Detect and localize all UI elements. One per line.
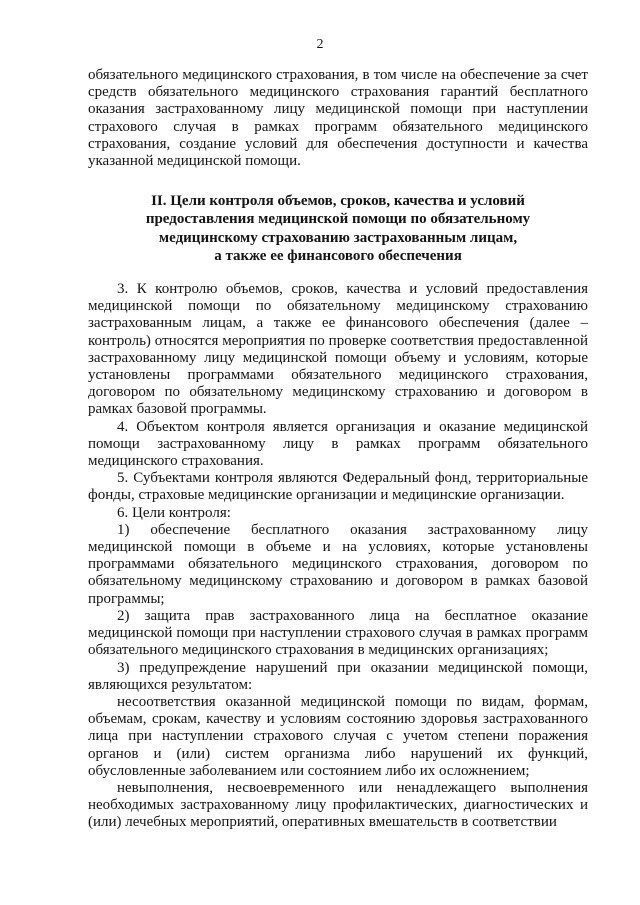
sub-item-inconsistency: несоответствия оказанной медицинской помощи по видам, формам, объемам, срокам, качеству и условиям состоянию здоровья застрахованного лица при наступлении страхового случая с учетом степени поражения органов и (или) систем организма либо нарушений их функций, обусловленные заболеванием или состоянием либо их осложнением; [88,693,588,779]
section-heading-line: II. Цели контроля объемов, сроков, качества и условий [151,193,525,210]
list-item-1: 1) обеспечение бесплатного оказания застрахованному лицу медицинской помощи в объеме и на условиях, которые установлены программами обязательного медицинского страхования, договором по обязательному медицинскому страхованию и договором в рамках базовой программы; [88,521,588,607]
section-heading [88,192,588,265]
sub-item-non-performance: невыполнения, несвоевременного или ненадлежащего выполнения необходимых застрахованному лицу профилактических, диагностических и (или) лечебных мероприятий, оперативных вмешательств в соответствии [88,779,588,831]
list-item-2: 2) защита прав застрахованного лица на бесплатное оказание медицинской помощи при наступлении страхового случая в рамках программ обязательного медицинского страхования в медицинских организациях; [88,607,588,659]
section-heading-line: медицинскому страхованию застрахованным лицам, [158,229,518,246]
section-heading-line: предоставления медицинской помощи по обязательному [145,211,531,228]
document-body [88,67,588,832]
paragraph-3: 3. К контролю объемов, сроков, качества и условий предоставления медицинской помощи по обязательному медицинскому страхованию застрахованным лицам, а также ее финансового обеспечения (далее – контроль) относятся мероприятия по проверке соответствия предоставленной застрахованному лицу медицинской помощи объему и условиям, которые установлены программами обязательного медицинского страхования, договором по обязательному медицинскому страхованию и договором в рамках базовой программы. [88,281,588,418]
paragraph-5: 5. Субъектами контроля являются Федеральный фонд, территориальные фонды, страховые медицинские организации и медицинские организации. [88,470,588,504]
paragraph-6: 6. Цели контроля: [117,504,231,521]
paragraph-4: 4. Объектом контроля является организация и оказание медицинской помощи застрахованному лицу в рамках программ обязательного медицинского страхования. [88,418,588,470]
section-heading-line: а также ее финансового обеспечения [214,247,462,264]
list-item-3: 3) предупреждение нарушений при оказании медицинской помощи, являющихся результатом: [88,659,588,693]
page-number: 2 [316,37,324,52]
intro-paragraph: обязательного медицинского страхования, в том числе на обеспечение за счет средств обязательного медицинского страхования гарантий бесплатного оказания застрахованному лицу медицинской помощи при наступлении страхового случая в рамках программ обязательного медицинского страхования, создание условий для обеспечения доступности и качества указанной медицинской помощи. [88,67,588,170]
